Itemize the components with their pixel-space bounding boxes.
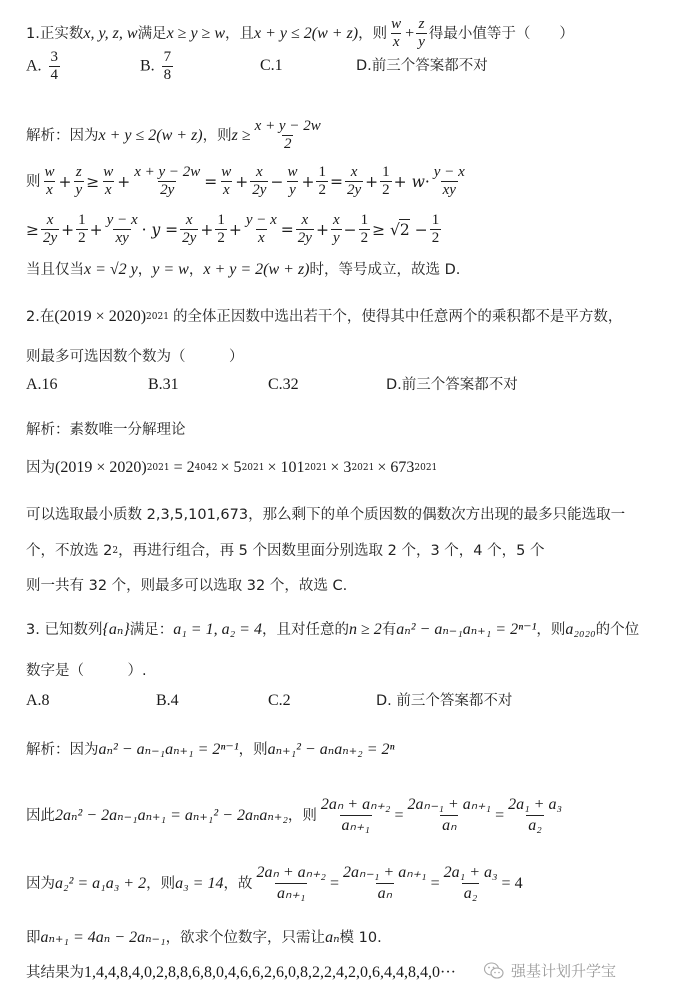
q2-analysis-line3: 可以选取最小质数 2,3,5,101,673，那么剩下的单个质因数的偶数次方出现的最多只能选取一: [26, 507, 626, 523]
q1-stem-suffix: 得最小值等于（ ）: [428, 25, 574, 42]
q1-vars: x, y, z, w: [83, 24, 138, 42]
q1-frac-w-x: $\frac{w}{x}$: [391, 16, 402, 50]
q1-frac-z-y: $\frac{z}{y}$: [418, 16, 425, 50]
q2-analysis-line4: 个，不放选 2 2 ，再进行组合，再 5 个因数里面分别选取 2 个，3 个，4 个，5 个: [26, 543, 545, 559]
q1-option-c: C.1: [260, 57, 283, 74]
q2-option-d: D.前三个答案都不对: [386, 377, 518, 393]
q3-option-a: A.8: [26, 692, 50, 709]
q2-option-b: B.31: [148, 376, 179, 393]
q1-cond1: x ≥ y ≥ w: [166, 24, 225, 42]
q3-stem-line2: 数字是（ ）.: [26, 663, 147, 679]
q2-factorization: 因为 (2019 × 2020) 2021 = 2 4042 × 5 2021 × 101 2021 × 3 2021 × 673 2021: [26, 459, 438, 476]
q1-stem-prefix: 1.正实数: [26, 25, 84, 42]
q1-analysis-line3: ≥ $\frac{x}{2y}$ + $\frac{1}{2}$ + $\frac{y - x}{xy}$ · y = $\frac{x}{2y}$ + $\frac{1}{2}$ + $\frac{y - x}{x}$ = $\frac{x}{2y}$ + $\frac{x}{y}$ − $\frac{1}{2}$ ≥ √ 2 − $\frac{1}{2}$: [26, 212, 440, 246]
q3-analysis-line2: 因此 2aₙ² − 2aₙ₋₁aₙ₊₁ = aₙ₊₁² − 2aₙaₙ₊₂ ，则 $\frac{\text{2aₙ + aₙ₊₂}}{\text{aₙ₊₁}}$ = $\frac{\text{2aₙ₋₁ + aₙ₊₁}}{\text{aₙ}}$ = $\frac{\text{2a₁ + a₃}}{\text{a₂}}$: [26, 796, 563, 834]
watermark-text: 强基计划升学宝: [511, 962, 617, 980]
q1-analysis-line1: 解析：因为 x + y ≤ 2(w + z) ，则 z ≥ $\frac{x + y - 2w}{2}$: [26, 118, 321, 152]
q2-stem-line2: 则最多可选因数个数为（ ）: [26, 349, 244, 365]
q1-and: ，且: [225, 25, 254, 42]
q3-analysis-line3: 因为 a₂² = a₁a₃ + 2 ，则 a₃ = 14 ，故 $\frac{\text{2aₙ + aₙ₊₂}}{\text{aₙ₊₁}}$ = $\frac{\text{2aₙ₋₁ + aₙ₊₁}}{\text{aₙ}}$ = $\frac{\text{2a₁ + a₃}}{\text{a₂}}$ = 4: [26, 864, 523, 902]
q2-option-a: A.16: [26, 376, 58, 393]
wechat-icon: [483, 961, 505, 981]
q1-option-a: A. $\frac{3}{4}$: [26, 48, 58, 83]
q1-option-b: B. $\frac{7}{8}$: [140, 48, 172, 83]
q1-analysis-line4: 当且仅当 x = √2 y ， y = w ， x + y = 2(w + z) 时，等号成立，故选 D.: [26, 261, 461, 278]
q2-analysis-line5: 则一共有 32 个，则最多可以选取 32 个，故选 C.: [26, 578, 348, 594]
q3-analysis-line5: 其结果为 1,4,4,8,4,0,2,8,8,6,8,0,4,6,6,2,6,0,8,2,2,4,2,0,6,4,4,8,4,0···: [26, 964, 456, 981]
q1-analysis-line2: 则 $\frac{w}{x}$ + $\frac{z}{y}$ ≥ $\frac{w}{x}$ + $\frac{x + y - 2w}{2y}$ = $\frac{w}{x}$ + $\frac{x}{2y}$ − $\frac{w}{y}$ + $\frac{1}{2}$ = $\frac{x}{2y}$ + $\frac{1}{2}$ + w · $\frac{y - x}{xy}$: [26, 164, 465, 198]
q3-analysis-line4: 即 aₙ₊₁ = 4aₙ − 2aₙ₋₁ ，欲求个位数字，只需让 aₙ 模 10.: [26, 929, 382, 946]
q3-option-b: B.4: [156, 692, 179, 709]
q1-satisfies: 满足: [137, 25, 167, 42]
q2-analysis-label: 解析：素数唯一分解理论: [26, 422, 186, 438]
watermark: [483, 960, 616, 981]
q1-option-d: D.前三个答案都不对: [356, 58, 488, 74]
q1-stem: 1.正实数 x, y, z, w 满足 x ≥ y ≥ w ，且 x + y ≤ 2(w + z) ，则 $\frac{w}{x}$ + $\frac{z}{y}$ 得最小值等于（ ）: [26, 16, 574, 50]
q3-stem-line1: 3. 已知数列 {aₙ} 满足： a₁ = 1, a₂ = 4 ，且对任意的 n ≥ 2 有 aₙ² − aₙ₋₁aₙ₊₁ = 2ⁿ⁻¹ ，则 a₂₀₂₀ 的个位: [26, 621, 640, 638]
q1-cond2: x + y ≤ 2(w + z): [254, 24, 359, 42]
q3-analysis-line1: 解析：因为 aₙ² − aₙ₋₁aₙ₊₁ = 2ⁿ⁻¹ ，则 aₙ₊₁² − aₙaₙ₊₂ = 2ⁿ: [26, 741, 395, 758]
q3-option-c: C.2: [268, 692, 291, 709]
q2-stem-line1: 2.在 (2019 × 2020) 2021 的全体正因数中选出若干个，使得其中任意两个的乘积都不是平方数，: [26, 308, 623, 325]
q2-option-c: C.32: [268, 376, 299, 393]
q3-option-d: D. 前三个答案都不对: [376, 693, 513, 709]
q1-then: ，则: [358, 25, 388, 42]
